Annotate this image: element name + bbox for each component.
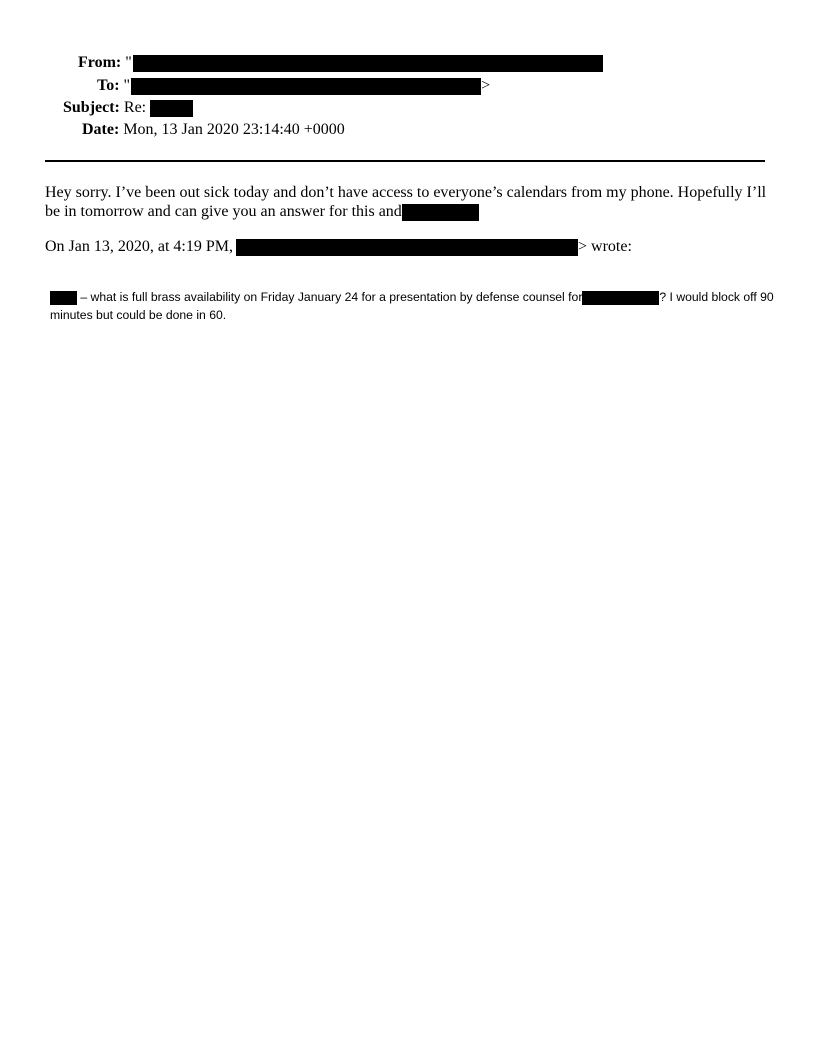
attribution-redaction: [236, 239, 578, 256]
quoted-recipient-redaction: [50, 291, 77, 305]
subject-prefix: Re:: [123, 99, 147, 116]
subject-row: [63, 98, 193, 118]
date-value: Mon, 13 Jan 2020 23:14:40 +0000: [123, 121, 345, 138]
to-label: To:: [97, 77, 120, 94]
date-label: Date:: [82, 121, 120, 138]
from-quote: ": [125, 54, 132, 71]
to-suffix: >: [481, 77, 491, 94]
from-redaction: [133, 55, 603, 72]
quoted-defendant-redaction: [582, 291, 659, 305]
attribution-prefix: On Jan 13, 2020, at 4:19 PM,: [45, 238, 233, 255]
reply-text: Hey sorry. I’ve been out sick today and don’t have access to everyone’s calendars from my phone. Hopefully I’ll be in tomorrow and can give you an answer for this and: [45, 184, 767, 220]
from-label: From:: [78, 54, 122, 71]
from-row: [78, 53, 603, 73]
quoted-message: [50, 288, 774, 324]
attribution-suffix: > wrote:: [578, 238, 632, 255]
subject-redaction: [150, 100, 193, 117]
to-redaction: [131, 78, 481, 95]
subject-label: Subject:: [63, 99, 120, 116]
reply-paragraph: [45, 183, 769, 221]
header-divider: [45, 160, 765, 162]
quote-attribution: [45, 237, 769, 256]
to-row: [97, 76, 490, 96]
quoted-text-part2: ? I would block off 90 minutes but could be done in 60.: [50, 290, 774, 322]
date-row: [82, 120, 345, 140]
to-quote: ": [123, 77, 131, 94]
reply-redaction: [402, 204, 479, 221]
quoted-text-part1: – what is full brass availability on Friday January 24 for a presentation by defense counsel for: [77, 290, 583, 304]
